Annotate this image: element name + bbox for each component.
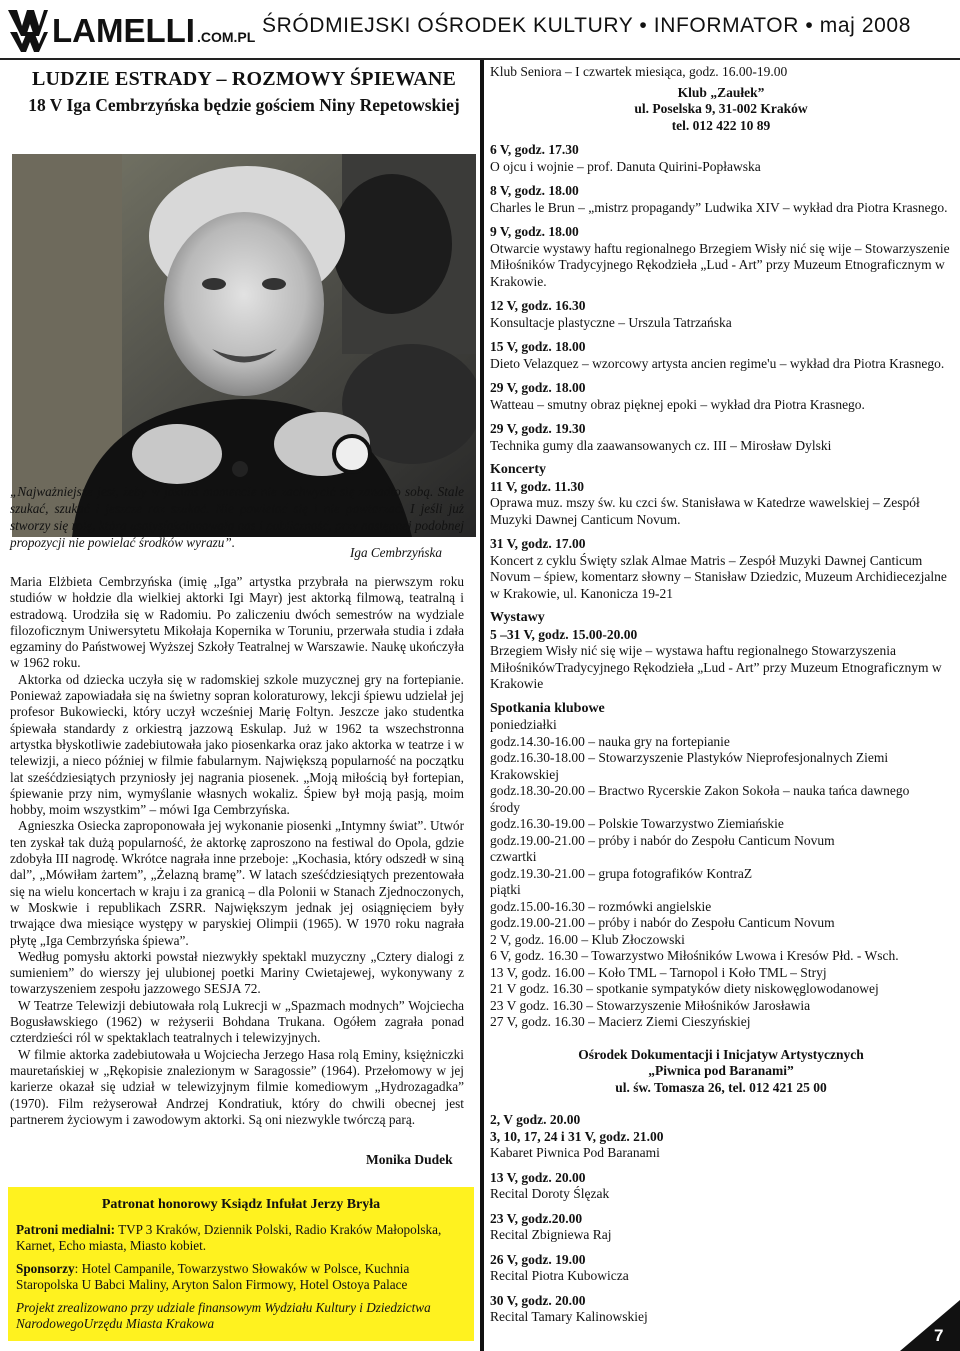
patronage-box <box>8 1187 474 1341</box>
piwnica-event <box>490 1112 952 1162</box>
event-text: Technika gumy dla zaawansowanych cz. III – Mirosław Dylski <box>490 437 832 453</box>
zaulek-address: ul. Poselska 9, 31-002 Kraków <box>634 101 808 116</box>
list-item: godz.15.00-16.30 – rozmówki angielskie <box>490 898 712 914</box>
event-date: 30 V, godz. 20.00 <box>490 1292 586 1308</box>
klub-seniora: Klub Seniora – I czwartek miesiąca, godz. 16.00-19.00 <box>490 64 788 79</box>
header-title: ŚRÓDMIEJSKI OŚRODEK KULTURY • INFORMATOR • maj 2008 <box>262 14 911 37</box>
list-item: godz.16.30-18.00 – Stowarzyszenie Plastyków Nieprofesjonalnych Ziemi Krakowskiej <box>490 750 889 782</box>
event-text: Recital Zbigniewa Raj <box>490 1227 612 1242</box>
event-date: 8 V, godz. 18.00 <box>490 183 579 198</box>
piwnica-name: Ośrodek Dokumentacji i Inicjatyw Artystycznych <box>578 1046 864 1062</box>
lamelli-logo <box>8 10 255 52</box>
wystawy-title: Wystawy <box>490 610 545 625</box>
list-item: godz.19.30-21.00 – grupa fotografików KontraZ <box>490 865 753 881</box>
event-date: 15 V, godz. 18.00 <box>490 339 586 354</box>
event-text: Kabaret Piwnica Pod Baranami <box>490 1145 660 1160</box>
event-date: 23 V, godz.20.00 <box>490 1210 583 1226</box>
list-item: 27 V, godz. 16.30 – Macierz Ziemi Cieszyńskiej <box>490 1014 751 1029</box>
list-item: 23 V godz. 16.30 – Stowarzyszenie Miłośników Jarosławia <box>490 997 811 1013</box>
event-date: 5 –31 V, godz. 15.00-20.00 <box>490 626 638 642</box>
zaulek-event <box>490 421 952 454</box>
column-divider <box>480 60 484 1351</box>
spotkania-list <box>490 717 952 1031</box>
event-text: Watteau – smutny obraz pięknej epoki – wykład dra Piotra Krasnego. <box>490 396 865 412</box>
event-text: Recital Tamary Kalinowskiej <box>490 1309 648 1324</box>
sponsors-text: : Hotel Campanile, Towarzystwo Słowaków w Polsce, Kuchnia Staropolska U Babci Maliny, Aryton Salon Firmowy, Hotel Ostoya Palace <box>16 1260 410 1292</box>
list-item: poniedziałki <box>490 717 557 732</box>
event-date: 31 V, godz. 17.00 <box>490 536 586 551</box>
zaulek-tel: tel. 012 422 10 89 <box>671 117 771 133</box>
event-text: O ojcu i wojnie – prof. Danuta Quirini-Popławska <box>490 158 761 174</box>
sponsors-label: Sponsorzy <box>16 1260 75 1276</box>
list-item: 6 V, godz. 16.30 – Towarzystwo Miłośników Lwowa i Kresów Płd. - Wsch. <box>490 948 899 963</box>
lamelli-w-icon <box>8 10 48 52</box>
event-text: Brzegiem Wisły nić się wije – wystawa haftu regionalnego Stowarzyszenia MiłośnikówTradycyjnego Rękodzieła „Lud - Art” przy Muzeum Etnograficznym w Krakowie <box>490 643 942 691</box>
article-title: LUDZIE ESTRADY – ROZMOWY ŚPIEWANE <box>31 68 457 90</box>
list-item: środy <box>490 799 520 815</box>
event-date: 13 V, godz. 20.00 <box>490 1169 586 1185</box>
piwnica-sub: „Piwnica pod Baranami” <box>648 1063 794 1078</box>
list-item: piątki <box>490 882 521 897</box>
patronage-title: Patronat honorowy Ksiądz Infułat Jerzy Bryła <box>101 1197 381 1212</box>
event-date: 29 V, godz. 19.30 <box>490 421 586 436</box>
piwnica-event <box>490 1170 952 1203</box>
event-date-secondary: 3, 10, 17, 24 i 31 V, godz. 21.00 <box>490 1128 664 1144</box>
list-item: 13 V, godz. 16.00 – Koło TML – Tarnopol i Koło TML – Stryj <box>490 964 827 980</box>
event-text: Recital Doroty Ślęzak <box>490 1186 610 1201</box>
media-patrons-text: TVP 3 Kraków, Dziennik Polski, Radio Kraków Małopolska, Karnet, Echo miasta, Miasto kobiet. <box>16 1221 442 1253</box>
event-date: 29 V, godz. 18.00 <box>490 380 586 395</box>
article-column <box>12 62 476 116</box>
article-paragraph: W filmie aktorka zadebiutowała u Wojciecha Jerzego Hasa rolą Eminy, księżniczki mauretańskiej w „Rękopisie znalezionym w Saragossie” (1964). Przełomowy w jej karierze okazał się udział w telewizyjnym filmie komediowym „Hydrozagadka” (1970). Film reżyserował Andrzej Kondratiuk, który do chwili obecnej jest partnerem życiowym i zawodowym aktorki. Są oni niezwykle twórczą parą. <box>10 1046 464 1127</box>
zaulek-event <box>490 142 952 175</box>
article-subtitle: 18 V Iga Cembrzyńska będzie gościem Niny Repetowskiej <box>28 95 460 115</box>
event-text: Charles le Brun – „mistrz propagandy” Ludwika XIV – wykład dra Piotra Krasnego. <box>490 199 948 215</box>
article-body <box>10 574 464 1128</box>
portrait-image <box>12 154 476 537</box>
page-number: 7 <box>934 1326 944 1345</box>
event-date: 26 V, godz. 19.00 <box>490 1251 586 1267</box>
spotkania-title: Spotkania klubowe <box>490 700 605 716</box>
event-date: 12 V, godz. 16.30 <box>490 298 586 313</box>
piwnica-event <box>490 1211 952 1244</box>
zaulek-name: Klub „Zaułek” <box>677 84 765 100</box>
exhibition-event <box>490 627 952 693</box>
list-item: czwartki <box>490 849 537 864</box>
article-paragraph: W Teatrze Telewizji debiutowała rolą Lukrecji w „Spazmach modnych” Wojciecha Bogusławskiego (1962) w reżyserii Bohdana Trukana. Ogółem zagrała ponad czterdzieści ról w spektaklach teatralnych i telewizyjnych. <box>10 997 464 1046</box>
sponsors <box>16 1261 466 1294</box>
list-item: godz.19.00-21.00 – próby i nabór do Zespołu Canticum Novum <box>490 915 835 930</box>
concert-event <box>490 479 952 529</box>
page-header <box>0 0 960 60</box>
piwnica-event <box>490 1252 952 1285</box>
portrait-photo <box>12 154 476 537</box>
event-text: Koncert z cyklu Święty szlak Almae Matris – Zespół Muzyki Dawnej Canticum Novum – śpiew, komentarz słowny – Stanisław Dziedzic, Muzeum Archidiecezjalne w Krakowie, ul. Kanonicza 19-21 <box>490 552 947 601</box>
piwnica-address: ul. św. Tomasza 26, tel. 012 421 25 00 <box>615 1079 827 1095</box>
list-item: 2 V, godz. 16.00 – Klub Złoczowski <box>490 931 685 947</box>
event-date: 9 V, godz. 18.00 <box>490 224 579 239</box>
page-corner <box>900 1300 960 1351</box>
zaulek-event <box>490 380 952 413</box>
article-byline: Monika Dudek <box>366 1152 453 1167</box>
koncerty-title: Koncerty <box>490 462 546 477</box>
event-date: 2, V godz. 20.00 <box>490 1112 581 1127</box>
quote-author: Iga Cembrzyńska <box>350 545 442 560</box>
media-patrons <box>16 1222 466 1255</box>
media-patrons-label: Patroni medialni: <box>16 1221 116 1237</box>
list-item: 21 V godz. 16.30 – spotkanie sympatyków diety niskowęglowodanowej <box>490 981 879 996</box>
article-paragraph: Aktorka od dziecka uczyła się w radomskiej szkole muzycznej gry na fortepianie. Ponieważ zapowiadała się na świetny sopran koloraturowy, lekcji śpiewu udzielał jej profesor Bukowiecki, który uczył wcześniej Marię Foltyn. Jeszcze jako studentka śpiewała standardy z orkiestrą jazzową Eskulap. Już w 1962 ta wszechstronna artystka błyskotliwie zadebiutowała jako piosenkarka oraz jako aktorka w teatrze i w telewizji, a nieco później w filmie fabularnym. Największą popularność na początku lat sześćdziesiątych przyniosły jej nagrania piosenek. „Moją miłością był fortepian, śpiewanie przy nim, wymyślanie własnych wokaliz. Śpiew był moją pasją, moim hobby, moim wszystkim” – mówi Iga Cembrzyńska. <box>10 671 464 818</box>
event-text: Otwarcie wystawy haftu regionalnego Brzegiem Wisły nić się wije – Stowarzyszenie Miłośników Tradycyjnego Rękodzieła „Lud - Art” przy Muzeum Etnograficznym w Krakowie. <box>490 240 950 289</box>
logo-suffix: .COM.PL <box>196 29 256 45</box>
event-date: 6 V, godz. 17.30 <box>490 142 579 157</box>
article-paragraph: Maria Elżbieta Cembrzyńska (imię „Iga” artystka przybrała na pierwszym roku studiów w hołdzie dla wielkiej aktorki Igi Mayr) jest aktorką filmową, teatralną i estradową. Urodziła się w Radomiu. Po zaliczeniu dwóch semestrów na wydziale filozoficznym Uniwersytetu Mikołaja Kopernika w Toruniu, przerwała studia i zdała egzaminy do Państwowej Wyższej Szkoły Teatralnej w Warszawie. Naukę ukończyła w 1962 roku. <box>10 574 464 671</box>
article-paragraph: Według pomysłu aktorki powstał niezwykły spektakl muzyczny „Cztery dialogi z sumieniem” do wierszy jej ulubionej poetki Mariny Cwietajewej, wykonywany z towarzyszeniem zespołu jazzowego SESJA 72. <box>10 948 464 997</box>
article-paragraph: Agnieszka Osiecka zaproponowała jej wykonanie piosenki „Intymny świat”. Utwór ten zyskał tak dużą popularność, że aktorkę zaproszono na festiwal do Opola, gdzie zdobyła III nagrodę. Wkrótce nagrała inne przeboje: „Kochasia, który odszedł w siną dal”, „Mówiłam żartem”, „Żelazną bramę”. W latach sześćdziesiątych prezentowała się na wielu koncertach w kraju i za granicą – dla Polonii w Stanach Zjednoczonych, w Moskwie i republikach ZSRR. Największym jednak jej osiągnięciem były trwające dwa miesiące występy w paryskiej Olimpii (1965). W 1970 roku nagrała płytę „Iga Cembrzyńska śpiewa”. <box>10 818 464 948</box>
funding-note: Projekt zrealizowano przy udziale finansowym Wydziału Kultury i Dziedzictwa NarodowegoUrzędu Miasta Krakowa <box>16 1299 431 1331</box>
events-column <box>490 64 952 1326</box>
zaulek-event <box>490 224 952 290</box>
event-date: 11 V, godz. 11.30 <box>490 478 585 494</box>
event-text: Oprawa muz. mszy św. ku czci św. Stanisława w Katedrze wawelskiej – Zespół Muzyki Dawnej Canticum Novum. <box>490 495 920 527</box>
list-item: godz.19.00-21.00 – próby i nabór do Zespołu Canticum Novum <box>490 832 835 848</box>
event-text: Recital Piotra Kubowicza <box>490 1268 629 1283</box>
concert-event <box>490 536 952 602</box>
piwnica-event <box>490 1293 952 1326</box>
zaulek-event <box>490 339 952 372</box>
list-item: godz.14.30-16.00 – nauka gry na fortepianie <box>490 733 730 749</box>
list-item: godz.16.30-19.00 – Polskie Towarzystwo Ziemiańskie <box>490 816 784 831</box>
event-text: Dieto Velazquez – wzorcowy artysta ancien regime'u – wykład dra Piotra Krasnego. <box>490 355 945 371</box>
logo-text: LAMELLI <box>52 12 195 49</box>
zaulek-event <box>490 183 952 216</box>
event-text: Konsultacje plastyczne – Urszula Tatrzańska <box>490 314 732 330</box>
zaulek-event <box>490 298 952 331</box>
article-quote: „Najważniejsze jest, żeby w jakimś momencie nie zachwycić się zanadto sobą. Stale szukać, szukać i jeszcze raz szukać. Nie powielać się i nie powtarzać. I jeśli już stworzy się rolę, która usatysfakcjonowała nas i publiczność, przy następnej podobnej propozycji nie powielać środków wyrazu”. <box>10 484 464 550</box>
list-item: godz.18.30-20.00 – Bractwo Rycerskie Zakon Sokoła – nauka tańca dawnego <box>490 783 910 798</box>
